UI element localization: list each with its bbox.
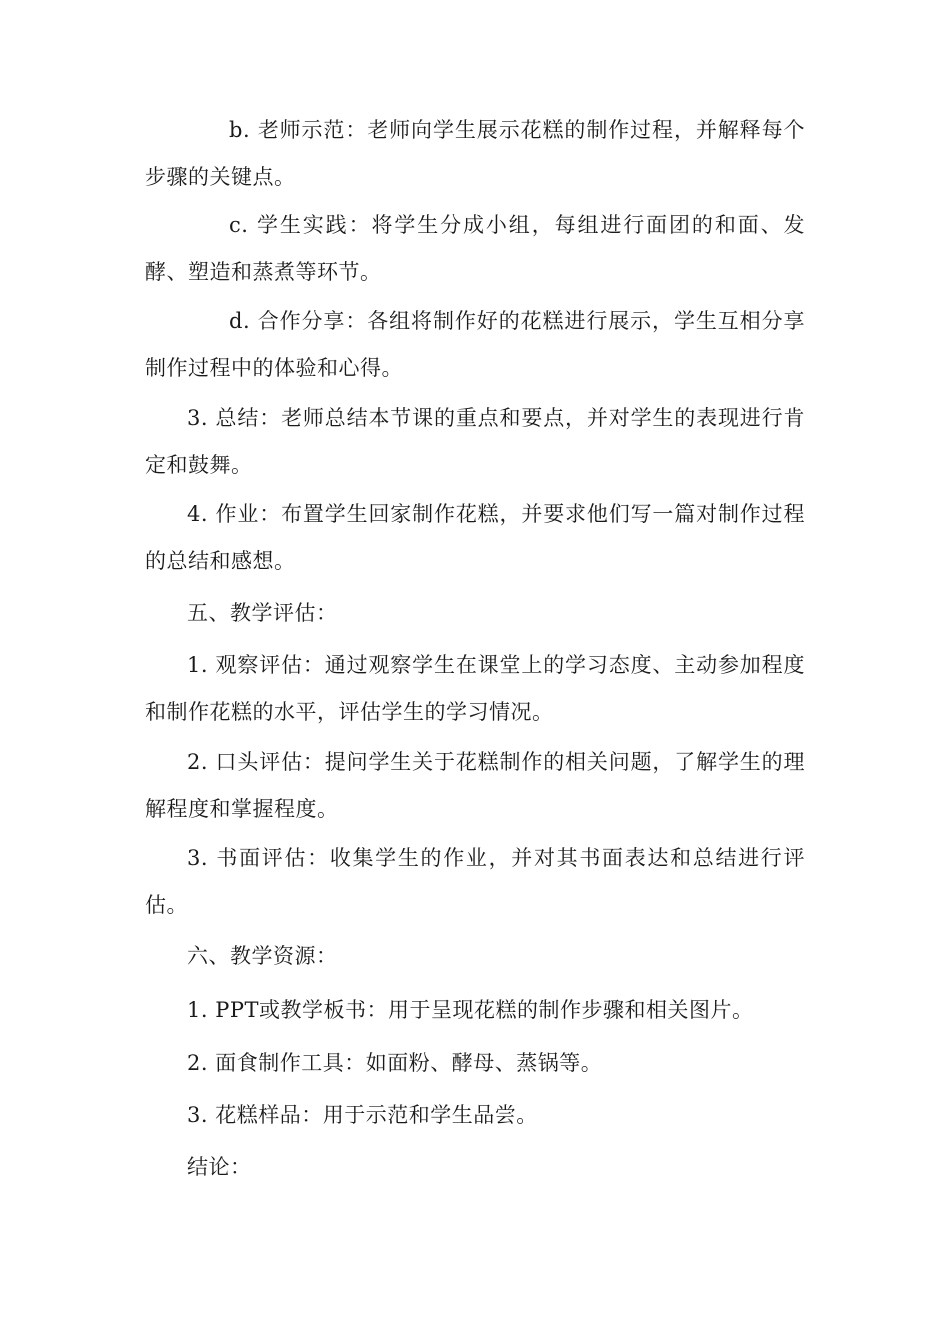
section-heading-conclusion: 结论： — [187, 1155, 252, 1179]
paragraph-step-b: b. 老师示范：老师向学生展示花糕的制作过程，并解释每个步骤的关键点。 — [145, 118, 805, 189]
paragraph-step-d: d. 合作分享：各组将制作好的花糕进行展示，学生互相分享制作过程中的体验和心得。 — [145, 309, 805, 380]
list-item-resource-ppt: 1. PPT或教学板书：用于呈现花糕的制作步骤和相关图片。 — [187, 998, 754, 1022]
list-item-resource-samples: 3. 花糕样品：用于示范和学生品尝。 — [187, 1103, 538, 1127]
section-heading-evaluation: 五、教学评估： — [187, 601, 338, 625]
paragraph-written-eval: 3. 书面评估：收集学生的作业，并对其书面表达和总结进行评估。 — [145, 846, 805, 917]
paragraph-observation-eval: 1. 观察评估：通过观察学生在课堂上的学习态度、主动参加程度和制作花糕的水平，评估学生的学习情况。 — [145, 653, 805, 724]
paragraph-oral-eval: 2. 口头评估：提问学生关于花糕制作的相关问题，了解学生的理解程度和掌握程度。 — [145, 750, 805, 821]
paragraph-homework: 4. 作业：布置学生回家制作花糕，并要求他们写一篇对制作过程的总结和感想。 — [145, 502, 805, 573]
paragraph-step-c: c. 学生实践：将学生分成小组，每组进行面团的和面、发酵、塑造和蒸煮等环节。 — [145, 213, 805, 284]
section-heading-resources: 六、教学资源： — [187, 944, 338, 968]
paragraph-summary: 3. 总结：老师总结本节课的重点和要点，并对学生的表现进行肯定和鼓舞。 — [145, 406, 805, 477]
list-item-resource-tools: 2. 面食制作工具：如面粉、酵母、蒸锅等。 — [187, 1051, 603, 1075]
